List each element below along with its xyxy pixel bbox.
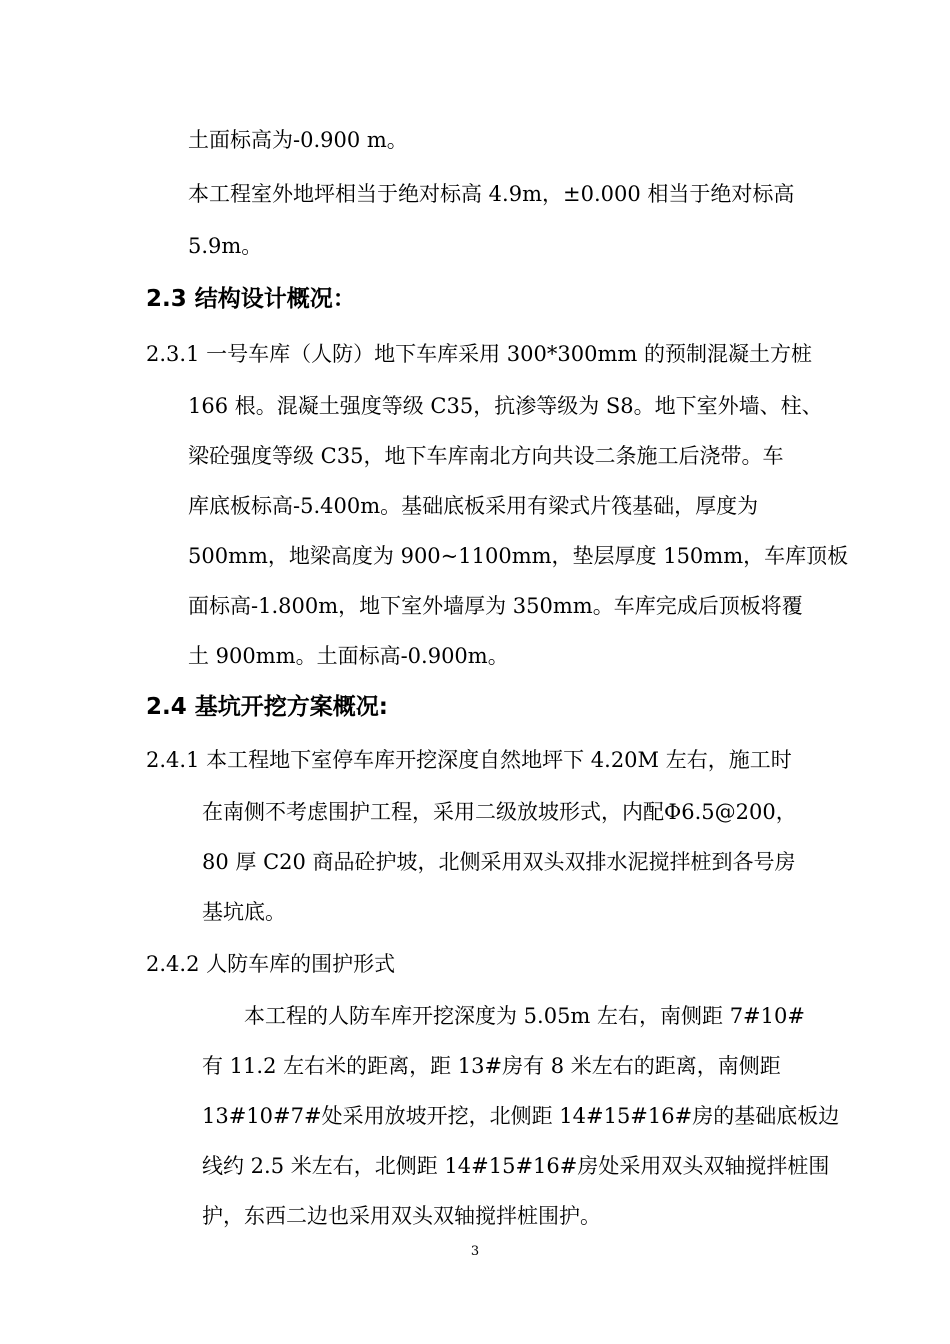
item-2-4-2-line: 有 11.2 左右米的距离，距 13#房有 8 米左右的距离，南侧距 bbox=[202, 1054, 781, 1078]
item-2-3-1-line: 166 根。混凝土强度等级 C35，抗渗等级为 S8。地下室外墙、柱、 bbox=[188, 394, 823, 418]
intro-line-1: 土面标高为-0.900 m。 bbox=[188, 128, 408, 152]
intro-line-3: 5.9m。 bbox=[188, 234, 263, 258]
intro-line-2: 本工程室外地坪相当于绝对标高 4.9m，±0.000 相当于绝对标高 bbox=[188, 182, 795, 206]
item-2-3-1-line: 库底板标高-5.400m。基础底板采用有梁式片筏基础，厚度为 bbox=[188, 494, 759, 518]
item-2-4-1-line: 在南侧不考虑围护工程，采用二级放坡形式，内配Φ6.5@200， bbox=[202, 800, 797, 824]
page-number: 3 bbox=[470, 1244, 480, 1259]
item-2-4-1-line: 80 厚 C20 商品砼护坡，北侧采用双头双排水泥搅拌桩到各号房 bbox=[202, 850, 796, 874]
item-2-4-2-line: 13#10#7#处采用放坡开挖，北侧距 14#15#16#房的基础底板边 bbox=[202, 1104, 840, 1128]
item-2-4-1-line: 基坑底。 bbox=[202, 900, 286, 924]
section-2-4-heading: 2.4 基坑开挖方案概况: bbox=[146, 694, 388, 720]
item-2-3-1-line: 500mm，地梁高度为 900~1100mm，垫层厚度 150mm，车库顶板 bbox=[188, 544, 849, 568]
item-2-3-1-line: 梁砼强度等级 C35，地下车库南北方向共设二条施工后浇带。车 bbox=[188, 444, 784, 468]
section-2-3-heading: 2.3 结构设计概况： bbox=[146, 286, 356, 312]
item-2-3-1-line: 2.3.1 一号车库（人防）地下车库采用 300*300mm 的预制混凝土方桩 bbox=[146, 342, 812, 366]
item-2-3-1-line: 土 900mm。土面标高-0.900m。 bbox=[188, 644, 509, 668]
item-2-4-2-line: 护，东西二边也采用双头双轴搅拌桩围护。 bbox=[202, 1204, 601, 1228]
item-2-4-2-title: 2.4.2 人防车库的围护形式 bbox=[146, 952, 396, 976]
item-2-4-2-line: 线约 2.5 米左右，北侧距 14#15#16#房处采用双头双轴搅拌桩围 bbox=[202, 1154, 830, 1178]
item-2-4-1-line: 2.4.1 本工程地下室停车库开挖深度自然地坪下 4.20M 左右，施工时 bbox=[146, 748, 792, 772]
item-2-3-1-line: 面标高-1.800m，地下室外墙厚为 350mm。车库完成后顶板将覆 bbox=[188, 594, 803, 618]
item-2-4-2-line: 本工程的人防车库开挖深度为 5.05m 左右，南侧距 7#10# bbox=[244, 1004, 805, 1028]
